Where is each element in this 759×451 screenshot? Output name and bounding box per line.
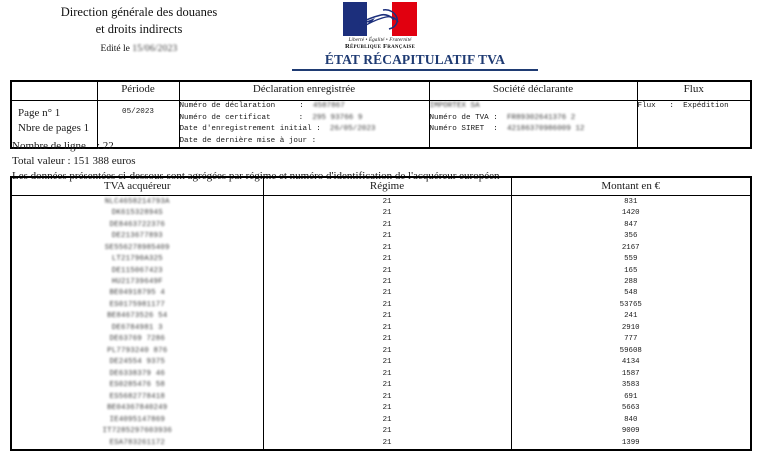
total-valeur-value: 151 388 euros — [73, 154, 136, 167]
cell-montant: 1420 — [621, 209, 640, 218]
cell-montant: 548 — [624, 289, 638, 298]
table-row — [11, 368, 751, 379]
cell-tva-acquereur: DE8463722376 — [11, 219, 263, 230]
cell-montant: 691 — [624, 392, 638, 401]
cell-tva-acquereur: ES0285476 58 — [11, 380, 263, 391]
table-row — [11, 230, 751, 241]
cell-tva-acquereur: LT21790A325 — [11, 253, 263, 264]
page-count: Nbre de pages 1 — [18, 122, 90, 135]
date-maj-label: Date de dernière mise à jour — [179, 136, 308, 145]
cell-regime: 21 — [263, 219, 511, 230]
cell-regime: 21 — [263, 242, 511, 253]
societe-row-siret: Numéro SIRET : 42186370986009 12 — [430, 124, 637, 136]
cell-tva-acquereur: BE04367840249 — [11, 403, 263, 414]
table-row — [11, 391, 751, 402]
cell-regime: 21 — [263, 265, 511, 276]
table-row — [11, 345, 751, 356]
marianne-profile-icon — [353, 4, 407, 34]
cell-tva-acquereur: IE4095147869 — [11, 414, 263, 425]
cell-regime: 21 — [263, 368, 511, 379]
numero-certificat-value: 295 93766 9 — [312, 113, 363, 122]
info-header-societe: Société déclarante — [429, 81, 637, 101]
cell-regime: 21 — [263, 196, 511, 208]
info-header-flux: Flux — [637, 81, 751, 101]
numero-declaration-label: Numéro de déclaration — [179, 102, 276, 110]
info-header-periode: Période — [97, 81, 179, 101]
cell-montant: 2167 — [621, 243, 640, 252]
cell-montant: 53765 — [619, 300, 642, 309]
cell-tva-acquereur: SE556278985409 — [11, 242, 263, 253]
table-row — [11, 311, 751, 322]
edition-date-value: 15/06/2023 — [132, 44, 178, 54]
cell-tva-acquereur: NLC4658214793A — [11, 196, 263, 208]
cell-montant: 288 — [624, 277, 638, 286]
cell-tva-acquereur: DE6784981 3 — [11, 322, 263, 333]
cell-montant: 59608 — [619, 346, 642, 355]
numero-siret-value: 42186370986009 12 — [506, 125, 585, 134]
table-row — [11, 288, 751, 299]
cell-montant: 3583 — [621, 381, 640, 390]
cell-montant: 559 — [624, 255, 638, 264]
table-row — [11, 207, 751, 218]
cell-regime: 21 — [263, 322, 511, 333]
cell-regime: 21 — [263, 437, 511, 449]
cell-montant: 165 — [624, 266, 638, 275]
table-row — [11, 437, 751, 449]
column-header-tva: TVA acquéreur — [11, 177, 263, 196]
table-row — [11, 380, 751, 391]
table-row — [11, 242, 751, 253]
cell-montant: 356 — [624, 232, 638, 241]
column-header-regime: Régime — [263, 177, 511, 196]
info-header-blank — [11, 81, 97, 101]
nombre-ligne-value: 22 — [102, 140, 114, 152]
cell-regime: 21 — [263, 380, 511, 391]
cell-tva-acquereur: IT7285297603936 — [11, 426, 263, 437]
cell-tva-acquereur: DE24554 9375 — [11, 357, 263, 368]
cell-regime: 21 — [263, 230, 511, 241]
table-row — [11, 426, 751, 437]
declaration-row-date-maj: Date de dernière mise à jour : — [179, 136, 326, 145]
cell-regime: 21 — [263, 391, 511, 402]
cell-regime: 21 — [263, 276, 511, 287]
organisation-name — [14, 4, 264, 38]
declaration-row-certificat: Numéro de certificat : 295 93766 9 — [180, 113, 429, 125]
cell-montant: 9009 — [621, 427, 640, 436]
french-flag-icon — [343, 2, 417, 36]
total-valeur: Total valeur : 151 388 euros — [12, 154, 136, 167]
cell-montant: 2910 — [621, 323, 640, 332]
cell-montant: 1587 — [621, 369, 640, 378]
cell-montant: 5663 — [621, 404, 640, 413]
cell-tva-acquereur: DE115067423 — [11, 265, 263, 276]
numero-tva-value: FR89302641376 2 — [506, 113, 576, 122]
cell-montant: 241 — [624, 312, 638, 321]
cell-tva-acquereur: ES0175981177 — [11, 299, 263, 310]
numero-certificat-label: Numéro de certificat — [179, 113, 271, 122]
cell-tva-acquereur: DK61532894S — [11, 207, 263, 218]
total-valeur-label: Total valeur — [12, 154, 65, 167]
cell-regime: 21 — [263, 334, 511, 345]
flux-cell — [637, 101, 751, 149]
column-header-montant: Montant en € — [511, 177, 751, 196]
cell-regime: 21 — [263, 403, 511, 414]
cell-tva-acquereur: DE213677893 — [11, 230, 263, 241]
numero-declaration-value: 4587867 — [312, 102, 345, 110]
flux-row: Flux : Expédition — [637, 102, 729, 110]
table-row — [11, 196, 751, 208]
cell-regime: 21 — [263, 357, 511, 368]
cell-regime: 21 — [263, 426, 511, 437]
document-header — [0, 0, 759, 78]
nombre-de-ligne: Nombre de ligne : 22 — [12, 140, 114, 152]
flux-label: Flux — [637, 102, 656, 110]
page-number: Page n° 1 — [18, 107, 61, 119]
info-header-declaration: Déclaration enregistrée — [179, 81, 429, 101]
date-enregistrement-label: Date d'enregistrement initial — [179, 125, 312, 134]
table-row — [11, 334, 751, 345]
cell-tva-acquereur: DE6338379 46 — [11, 368, 263, 379]
table-row — [11, 265, 751, 276]
republique-francaise-logo — [336, 2, 424, 50]
cell-tva-acquereur: PL7793240 876 — [11, 345, 263, 356]
organisation-line-2: et droits indirects — [95, 21, 183, 36]
cell-montant: 847 — [624, 220, 638, 229]
cell-regime: 21 — [263, 253, 511, 264]
numero-tva-label: Numéro de TVA — [429, 113, 489, 122]
table-row — [11, 322, 751, 333]
cell-montant: 4134 — [621, 358, 640, 367]
cell-regime: 21 — [263, 288, 511, 299]
edition-date-label: Edité le — [100, 44, 133, 54]
numero-siret-label: Numéro SIRET — [429, 125, 485, 134]
organisation-line-1: Direction générale des douanes — [60, 5, 218, 19]
table-row — [11, 403, 751, 414]
table-row — [11, 253, 751, 264]
cell-tva-acquereur: HU21739649F — [11, 276, 263, 287]
data-table-body — [11, 196, 751, 450]
cell-regime: 21 — [263, 414, 511, 425]
vat-lines-table — [10, 176, 752, 451]
cell-tva-acquereur: ESA783261172 — [11, 437, 263, 449]
data-header-row — [11, 177, 751, 196]
societe-raison-sociale: IMPORTEX SA — [429, 102, 480, 110]
devise-text: Liberté • Égalité • Fraternité — [348, 37, 412, 43]
table-row — [11, 276, 751, 287]
cell-regime: 21 — [263, 345, 511, 356]
edition-date — [14, 44, 264, 54]
page-title: ÉTAT RÉCAPITULATIF TVA — [292, 52, 538, 71]
cell-montant: 840 — [624, 415, 638, 424]
aggregation-note: Les données présentées ci-dessous sont agrégées par régime et numéro d'identification de l'acquéreur européen — [12, 169, 500, 182]
date-enregistrement-value: 26/05/2023 — [329, 125, 376, 134]
periode-value: 05/2023 — [122, 108, 154, 116]
cell-tva-acquereur: ES5682778418 — [11, 391, 263, 402]
table-row — [11, 219, 751, 230]
cell-tva-acquereur: BE04918795 4 — [11, 288, 263, 299]
cell-regime: 21 — [263, 207, 511, 218]
declaration-row-numero: Numéro de déclaration : 4587867 — [180, 101, 429, 113]
nombre-ligne-label: Nombre de ligne — [12, 140, 86, 152]
cell-montant: 777 — [624, 335, 638, 344]
cell-montant: 831 — [624, 197, 638, 206]
table-row — [11, 357, 751, 368]
cell-tva-acquereur: DE63769 7286 — [11, 334, 263, 345]
flux-value: Expédition — [683, 102, 729, 110]
cell-regime: 21 — [263, 311, 511, 322]
cell-regime: 21 — [263, 299, 511, 310]
cell-tva-acquereur: BE84673526 54 — [11, 311, 263, 322]
table-row — [11, 299, 751, 310]
societe-row-tva: Numéro de TVA : FR89302641376 2 — [430, 113, 637, 125]
republique-text: République Française — [344, 43, 415, 50]
info-header-row — [11, 81, 751, 101]
cell-montant: 1399 — [621, 438, 640, 447]
table-row — [11, 414, 751, 425]
declaration-row-date-init: Date d'enregistrement initial : 26/05/2023 — [180, 124, 429, 136]
